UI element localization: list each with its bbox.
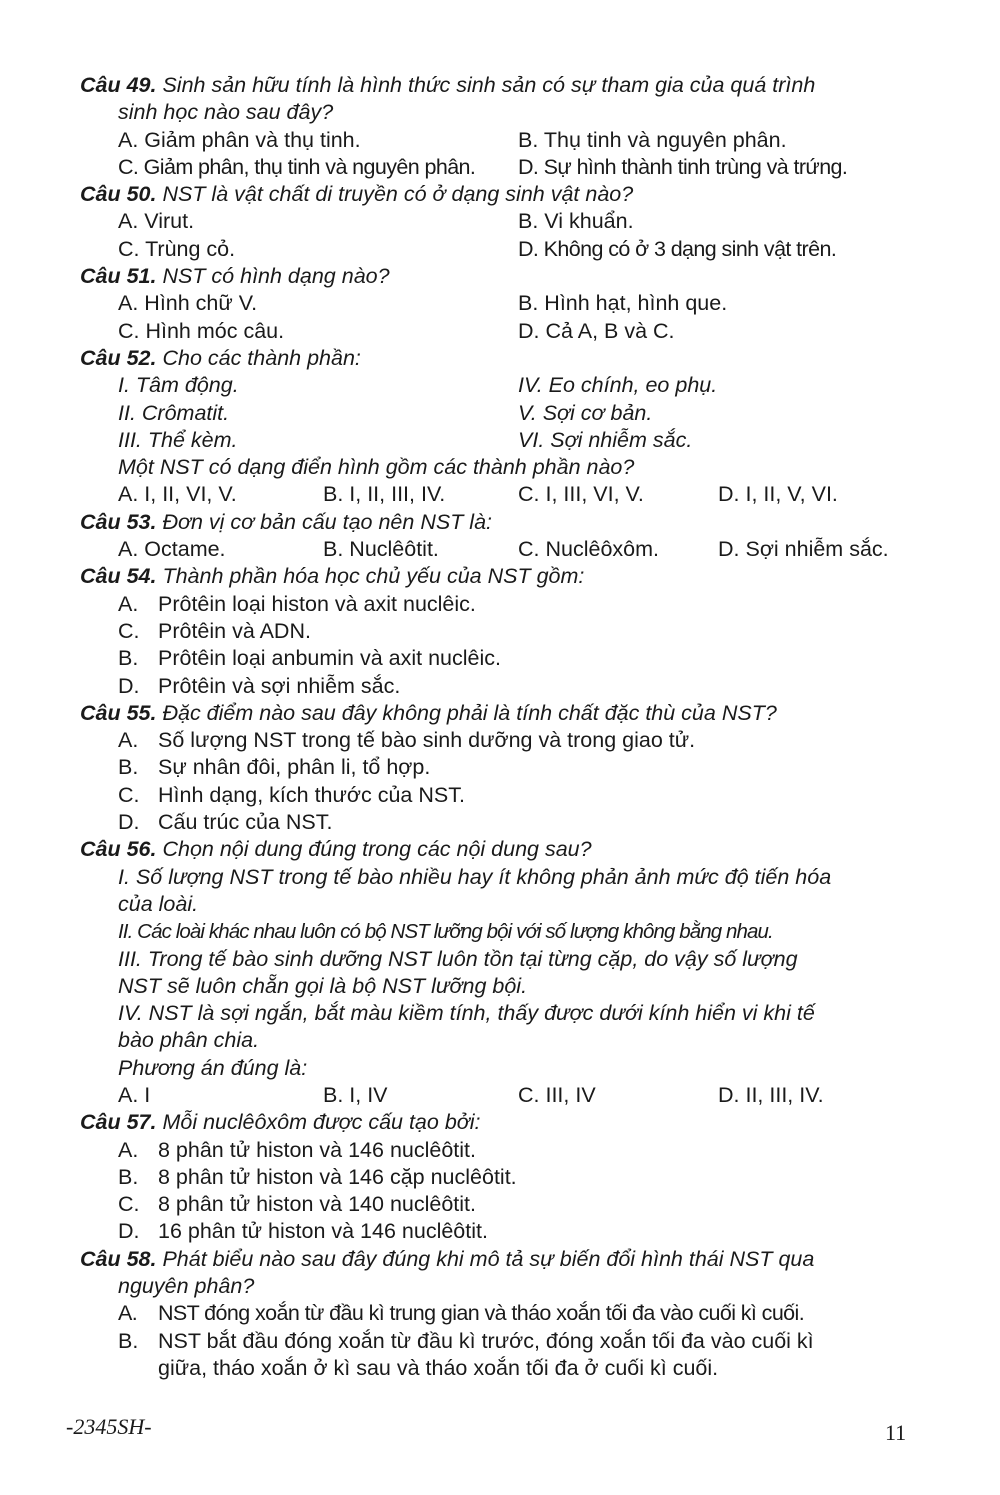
question-55	[80, 700, 930, 836]
option-b: B. Nuclêôtit.	[323, 537, 439, 562]
option-d: D. Sự hình thành tinh trùng và trứng.	[518, 154, 848, 179]
option-b: B. I, II, III, IV.	[323, 482, 446, 507]
statement-iii: III. Trong tế bào sinh dưỡng NST luôn tồn tại từng cặp, do vậy số lượng	[118, 946, 798, 971]
component-vi: VI. Sợi nhiễm sắc.	[518, 427, 693, 452]
option-c: C. I, III, VI, V.	[518, 482, 644, 507]
option-c: C. Nuclêôxôm.	[518, 537, 659, 562]
question-56	[80, 836, 930, 1109]
statement-ii: II. Các loài khác nhau luôn có bộ NST lưỡng bội với số lượng không bằng nhau.	[118, 920, 773, 944]
question-text: Đặc điểm nào sau đây không phải là tính chất đặc thù của NST?	[156, 700, 777, 725]
statement-iv-continued: bào phân chia.	[118, 1028, 260, 1053]
component-v: V. Sợi cơ bản.	[518, 400, 653, 425]
question-text: Đơn vị cơ bản cấu tạo nên NST là:	[156, 509, 493, 534]
question-text-continued: nguyên phân?	[118, 1274, 255, 1299]
component-iv: IV. Eo chính, eo phụ.	[518, 373, 718, 398]
option-a: A. NST đóng xoắn từ đầu kì trung gian và tháo xoắn tối đa vào cuối kì cuối.	[118, 1301, 805, 1326]
question-number: Câu 58.	[80, 1246, 157, 1271]
question-54	[80, 563, 930, 699]
question-text: Thành phần hóa học chủ yếu của NST gồm:	[156, 564, 585, 589]
statement-iv: IV. NST là sợi ngắn, bắt màu kiềm tính, thấy được dưới kính hiển vi khi tế	[118, 1001, 815, 1026]
option-b: B. 8 phân tử histon và 146 cặp nuclêôtit.	[118, 1164, 517, 1189]
option-a: A. Số lượng NST trong tế bào sinh dưỡng và trong giao tử.	[118, 728, 696, 753]
statement-iii-continued: NST sẽ luôn chẵn gọi là bộ NST lưỡng bội.	[118, 973, 528, 998]
option-c: C. 8 phân tử histon và 140 nuclêôtit.	[118, 1192, 476, 1217]
option-b: B. I, IV	[323, 1082, 388, 1107]
component-i: I. Tâm động.	[118, 373, 239, 398]
option-a: A. I	[118, 1082, 151, 1107]
option-b: B. Sự nhân đôi, phân li, tổ hợp.	[118, 755, 431, 780]
option-a: A. Virut.	[118, 209, 195, 234]
option-c: C. Hình dạng, kích thước của NST.	[118, 782, 465, 807]
option-a: A. I, II, VI, V.	[118, 482, 237, 507]
question-number: Câu 50.	[80, 182, 157, 207]
option-c: C. III, IV	[518, 1082, 596, 1107]
option-d: D. 16 phân tử histon và 146 nuclêôtit.	[118, 1219, 488, 1244]
question-list	[80, 72, 930, 1382]
option-d: D. II, III, IV.	[718, 1082, 824, 1107]
question-49	[80, 72, 930, 181]
option-1: A. Prôtêin loại histon và axit nuclêic.	[118, 591, 476, 616]
question-number: Câu 49.	[80, 73, 157, 97]
option-4: D. Prôtêin và sợi nhiễm sắc.	[118, 673, 401, 698]
question-number: Câu 53.	[80, 509, 157, 534]
option-3: B. Prôtêin loại anbumin và axit nuclêic.	[118, 646, 501, 671]
option-a: A. 8 phân tử histon và 146 nuclêôtit.	[118, 1137, 476, 1162]
answer-options	[80, 208, 930, 263]
option-d: D. Cả A, B và C.	[518, 318, 675, 343]
question-number: Câu 52.	[80, 345, 157, 370]
option-c: C. Hình móc câu.	[118, 318, 285, 343]
question-prompt: Một NST có dạng điển hình gồm các thành phần nào?	[118, 455, 635, 480]
question-58	[80, 1246, 930, 1382]
question-number: Câu 51.	[80, 264, 157, 289]
answer-options	[80, 536, 930, 563]
component-iii: III. Thể kèm.	[118, 427, 238, 452]
option-d: D. Sợi nhiễm sắc.	[718, 537, 889, 562]
question-text: Sinh sản hữu tính là hình thức sinh sản có sự tham gia của quá trình	[156, 73, 816, 97]
option-d: D. Không có ở 3 dạng sinh vật trên.	[518, 236, 837, 261]
option-d: D. Cấu trúc của NST.	[118, 810, 333, 835]
option-b-continued: giữa, tháo xoắn ở kì sau và tháo xoắn tối đa ở cuối kì cuối.	[158, 1355, 719, 1380]
answer-options	[80, 481, 930, 508]
component-list	[80, 372, 930, 454]
question-text: Phát biểu nào sau đây đúng khi mô tả sự biến đổi hình thái NST qua	[156, 1246, 815, 1271]
statement-i-continued: của loài.	[118, 891, 199, 916]
option-a: A. Giảm phân và thụ tinh.	[118, 127, 361, 152]
question-text: Chọn nội dung đúng trong các nội dung sau?	[156, 837, 592, 862]
question-50	[80, 181, 930, 263]
question-text: Mỗi nuclêôxôm được cấu tạo bởi:	[156, 1110, 481, 1135]
question-text: NST là vật chất di truyền có ở dạng sinh vật nào?	[156, 182, 634, 207]
question-text: NST có hình dạng nào?	[156, 264, 390, 289]
question-51	[80, 263, 930, 345]
question-text-continued: sinh học nào sau đây?	[118, 100, 334, 125]
question-prompt: Phương án đúng là:	[118, 1055, 308, 1080]
answer-options	[80, 127, 930, 182]
question-57	[80, 1109, 930, 1245]
option-b: B. NST bắt đầu đóng xoắn từ đầu kì trước, đóng xoắn tối đa vào cuối kì	[118, 1328, 814, 1353]
option-b: B. Vi khuẩn.	[518, 209, 634, 234]
page-number: 11	[885, 1420, 907, 1445]
option-b: B. Thụ tinh và nguyên phân.	[518, 127, 787, 152]
answer-options	[80, 1082, 930, 1109]
component-ii: II. Crômatit.	[118, 400, 230, 425]
question-number: Câu 54.	[80, 564, 157, 589]
answer-options	[80, 290, 930, 345]
question-53	[80, 509, 930, 564]
option-d: D. I, II, V, VI.	[718, 482, 838, 507]
option-2: C. Prôtêin và ADN.	[118, 618, 311, 643]
question-number: Câu 55.	[80, 700, 157, 725]
footer-code: -2345SH-	[66, 1414, 152, 1439]
option-b: B. Hình hạt, hình que.	[518, 291, 728, 316]
option-a: A. Octame.	[118, 537, 226, 562]
question-number: Câu 57.	[80, 1110, 157, 1135]
option-c: C. Trùng cỏ.	[118, 236, 236, 261]
option-a: A. Hình chữ V.	[118, 291, 258, 316]
question-number: Câu 56.	[80, 837, 157, 862]
option-c: C. Giảm phân, thụ tinh và nguyên phân.	[118, 154, 476, 179]
question-text: Cho các thành phần:	[156, 345, 361, 370]
statement-i: I. Số lượng NST trong tế bào nhiều hay ít không phản ảnh mức độ tiến hóa	[118, 864, 832, 889]
question-52	[80, 345, 930, 509]
